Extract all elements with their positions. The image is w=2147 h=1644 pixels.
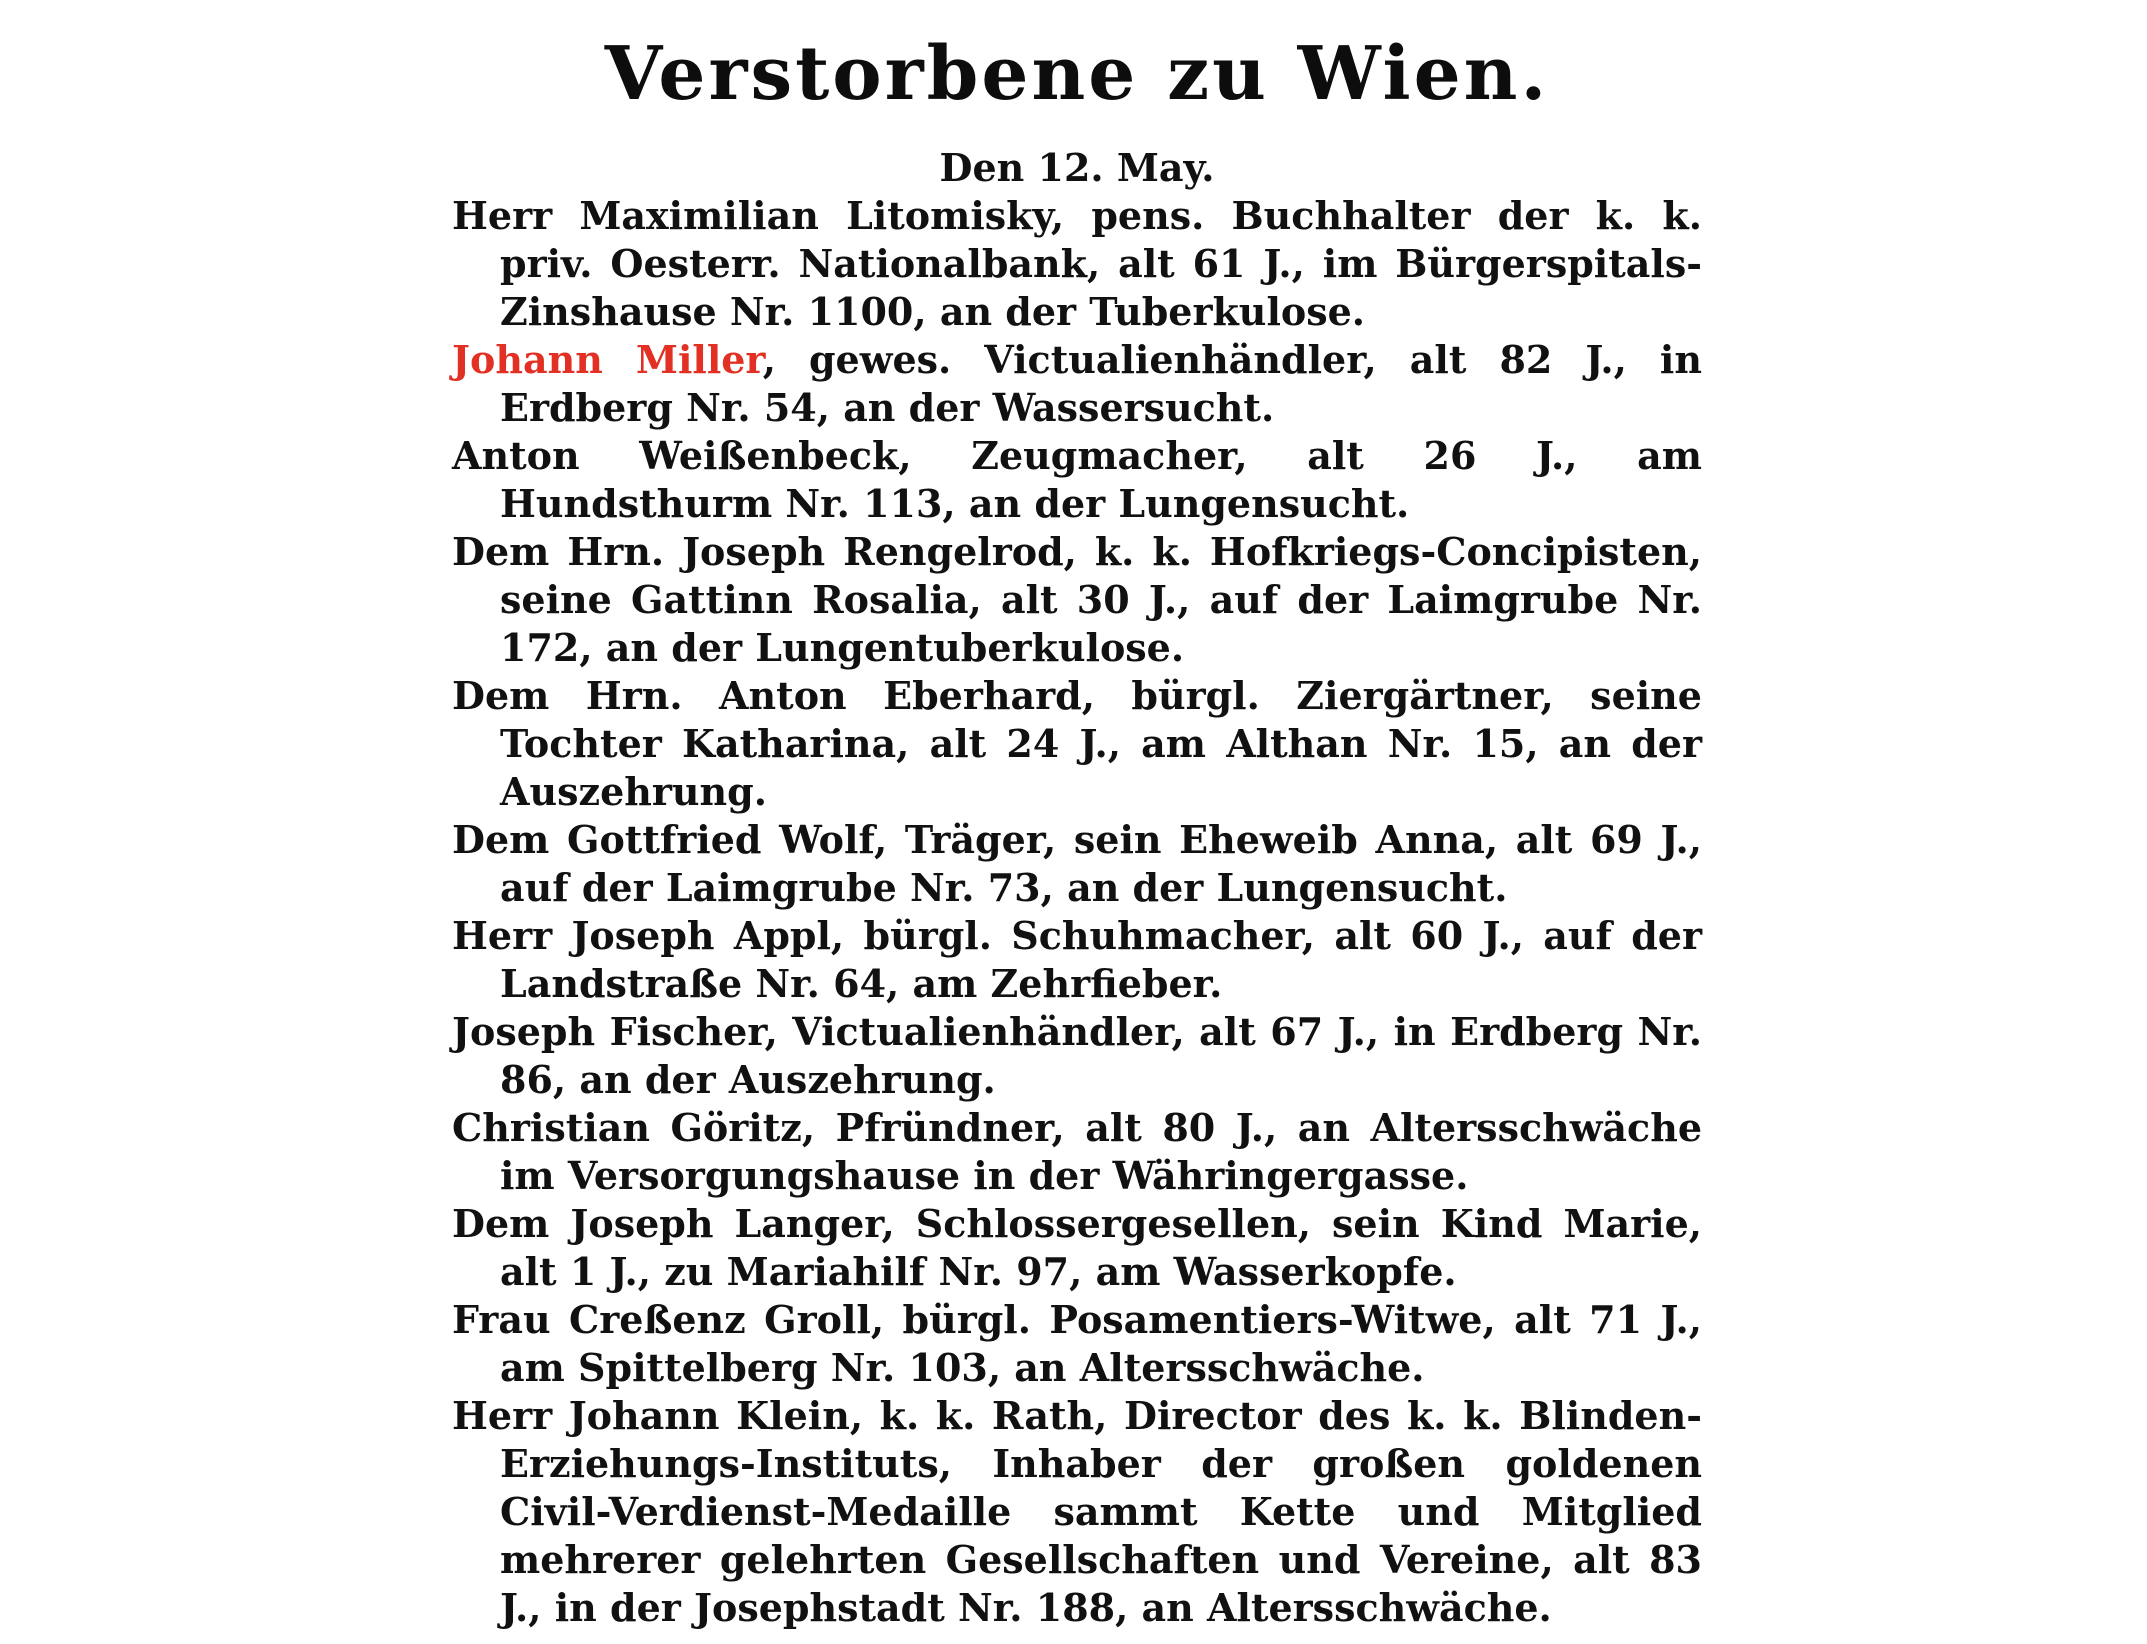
dateline: Den 12. May. bbox=[939, 145, 1215, 190]
entry-text: Joseph Fischer, Victualienhändler, alt 67 J., in Erdberg Nr. 86, an der Auszehrung. bbox=[452, 1009, 1702, 1102]
entry-text: Dem Hrn. Anton Eberhard, bürgl. Ziergärtner, seine Tochter Katharina, alt 24 J., am Althan Nr. 15, an der Auszehrung. bbox=[452, 673, 1702, 814]
death-notice-entry bbox=[452, 912, 1702, 1008]
newspaper-clipping bbox=[452, 28, 1702, 1632]
entry-text: Frau Creßenz Groll, bürgl. Posamentiers-Witwe, alt 71 J., am Spittelberg Nr. 103, an Altersschwäche. bbox=[452, 1297, 1702, 1390]
death-notice-entry bbox=[452, 672, 1702, 816]
headline: Verstorbene zu Wien. bbox=[604, 31, 1550, 117]
entry-text: Dem Hrn. Joseph Rengelrod, k. k. Hofkriegs-Concipisten, seine Gattinn Rosalia, alt 30 J., auf der Laimgrube Nr. 172, an der Lungentuberkulose. bbox=[452, 529, 1702, 670]
entry-text: Herr Johann Klein, k. k. Rath, Director des k. k. Blinden-Erziehungs-Instituts, Inhaber der großen goldenen Civil-Verdienst-Medaille sammt Kette und Mitglied mehrerer gelehrten Gesellschaften und Vereine, alt 83 J., in der Josephstadt Nr. 188, an Altersschwäche. bbox=[452, 1393, 1702, 1630]
entry-text: Dem Gottfried Wolf, Träger, sein Eheweib Anna, alt 69 J., auf der Laimgrube Nr. 73, an der Lungensucht. bbox=[452, 817, 1702, 910]
death-notice-entry bbox=[452, 816, 1702, 912]
entry-text: Christian Göritz, Pfründner, alt 80 J., an Altersschwäche im Versorgungshause in der Währingergasse. bbox=[452, 1105, 1702, 1198]
death-notice-entry bbox=[452, 432, 1702, 528]
entry-text: Dem Joseph Langer, Schlossergesellen, sein Kind Marie, alt 1 J., zu Mariahilf Nr. 97, am Wasserkopfe. bbox=[452, 1201, 1702, 1294]
death-notice-entry bbox=[452, 1104, 1702, 1200]
entry-text: Herr Joseph Appl, bürgl. Schuhmacher, alt 60 J., auf der Landstraße Nr. 64, am Zehrfieber. bbox=[452, 913, 1702, 1006]
death-notice-entry bbox=[452, 528, 1702, 672]
death-notice-list bbox=[452, 192, 1702, 1632]
death-notice-entry bbox=[452, 1296, 1702, 1392]
death-notice-entry bbox=[452, 192, 1702, 336]
highlighted-name: Johann Miller bbox=[452, 337, 763, 382]
entry-text: Herr Maximilian Litomisky, pens. Buchhalter der k. k. priv. Oesterr. Nationalbank, alt 61 J., im Bürgerspitals-Zinshause Nr. 1100, an der Tuberkulose. bbox=[452, 193, 1702, 334]
death-notice-entry bbox=[452, 336, 1702, 432]
death-notice-entry bbox=[452, 1200, 1702, 1296]
death-notice-entry bbox=[452, 1008, 1702, 1104]
entry-text: Anton Weißenbeck, Zeugmacher, alt 26 J., am Hundsthurm Nr. 113, an der Lungensucht. bbox=[452, 433, 1702, 526]
entry-text: , gewes. Victualienhändler, alt 82 J., in Erdberg Nr. 54, an der Wassersucht. bbox=[500, 337, 1702, 430]
death-notice-entry bbox=[452, 1392, 1702, 1632]
